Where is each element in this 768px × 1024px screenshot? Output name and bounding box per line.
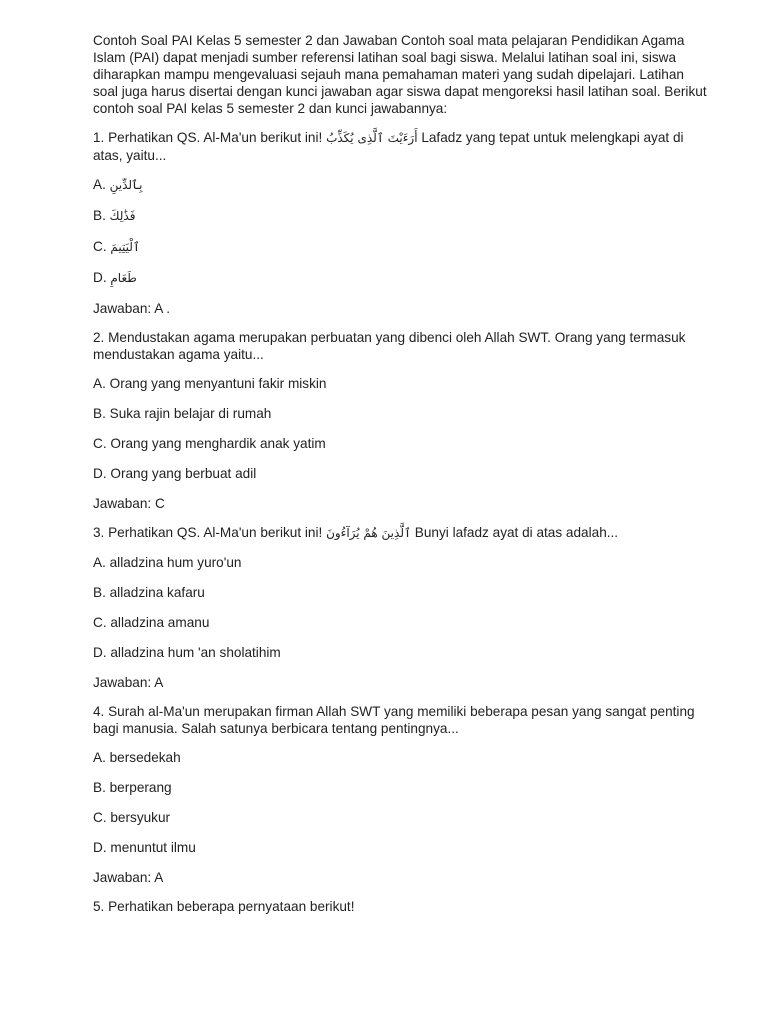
option-label: B. <box>93 585 106 600</box>
question-prefix: 3. Perhatikan QS. Al-Ma'un berikut ini! <box>93 525 323 540</box>
answer-text: Jawaban: A <box>93 870 164 885</box>
option-label: B. <box>93 780 106 795</box>
option-text: alladzina hum yuro'un <box>109 555 242 570</box>
option-a <box>93 176 708 194</box>
option-label: A. <box>93 555 106 570</box>
question-1 <box>93 129 708 317</box>
option-label: D. <box>93 466 107 481</box>
option-text: berperang <box>109 780 172 795</box>
answer-text: Jawaban: C <box>93 496 165 511</box>
arabic-verse: أَرَءَيْتَ ٱلَّذِى يُكَذِّبُ <box>326 131 418 145</box>
option-label: C. <box>93 239 107 254</box>
option-text: Orang yang menyantuni fakir miskin <box>109 376 327 391</box>
option-label: C. <box>93 810 107 825</box>
option-label: A. <box>93 750 106 765</box>
option-arabic: ٱلْيَتِيمَ <box>110 240 140 254</box>
option-b <box>93 207 708 225</box>
question-text: 2. Mendustakan agama merupakan perbuatan yang dibenci oleh Allah SWT. Orang yang termasuk mendustakan agama yaitu... <box>93 330 686 362</box>
option-text: alladzina kafaru <box>109 585 205 600</box>
option-label: D. <box>93 270 107 285</box>
arabic-verse: ٱلَّذِينَ هُمْ يُرَآءُونَ <box>326 526 412 540</box>
option-text: Orang yang berbuat adil <box>110 466 257 481</box>
option-d <box>93 644 708 661</box>
option-d <box>93 269 708 287</box>
answer-text: Jawaban: A <box>93 675 164 690</box>
option-b <box>93 584 708 601</box>
option-c <box>93 238 708 256</box>
option-label: C. <box>93 615 107 630</box>
option-text: Suka rajin belajar di rumah <box>109 406 272 421</box>
option-arabic: طَعَامِ <box>110 271 137 285</box>
option-label: A. <box>93 177 106 192</box>
option-text: alladzina amanu <box>110 615 210 630</box>
option-d <box>93 839 708 856</box>
option-a <box>93 749 708 766</box>
option-arabic: بِٱلدِّينِ <box>109 178 143 192</box>
question-5 <box>93 898 708 915</box>
question-suffix: Lafadz yang tepat untuk melengkapi ayat di atas, yaitu... <box>93 130 684 163</box>
option-label: A. <box>93 376 106 391</box>
option-c <box>93 614 708 631</box>
option-c <box>93 435 708 452</box>
option-text: alladzina hum 'an sholatihim <box>110 645 281 660</box>
question-4 <box>93 703 708 886</box>
option-d <box>93 465 708 482</box>
option-label: D. <box>93 840 107 855</box>
option-label: B. <box>93 208 106 223</box>
question-suffix: Bunyi lafadz ayat di atas adalah... <box>414 525 619 540</box>
question-text: 4. Surah al-Ma'un merupakan firman Allah SWT yang memiliki beberapa pesan yang sangat penting bagi manusia. Salah satunya berbicara tentang pentingnya... <box>93 704 695 736</box>
question-3 <box>93 524 708 691</box>
option-label: B. <box>93 406 106 421</box>
intro-paragraph: Contoh Soal PAI Kelas 5 semester 2 dan Jawaban Contoh soal mata pelajaran Pendidikan Agama Islam (PAI) dapat menjadi sumber referensi latihan soal bagi siswa. Melalui latihan soal ini, siswa diharapkan mampu mengevaluasi sejauh mana pemahaman materi yang sudah dipelajari. Latihan soal juga harus disertai dengan kunci jawaban agar siswa dapat mengoreksi hasil latihan soal. Berikut contoh soal PAI kelas 5 semester 2 dan kunci jawabannya: <box>93 33 707 116</box>
option-label: C. <box>93 436 107 451</box>
option-b <box>93 405 708 422</box>
option-c <box>93 809 708 826</box>
question-text <box>93 129 708 164</box>
question-text: 5. Perhatikan beberapa pernyataan berikut! <box>93 899 355 914</box>
option-a <box>93 554 708 571</box>
option-text: Orang yang menghardik anak yatim <box>110 436 326 451</box>
answer-text: Jawaban: A . <box>93 301 171 316</box>
option-text: bersedekah <box>109 750 181 765</box>
option-a <box>93 375 708 392</box>
question-2 <box>93 329 708 512</box>
option-arabic: فَذَٰلِكَ <box>109 209 136 223</box>
option-b <box>93 779 708 796</box>
question-prefix: 1. Perhatikan QS. Al-Ma'un berikut ini! <box>93 130 323 145</box>
option-label: D. <box>93 645 107 660</box>
option-text: menuntut ilmu <box>110 840 196 855</box>
question-text <box>93 524 708 542</box>
option-text: bersyukur <box>110 810 171 825</box>
